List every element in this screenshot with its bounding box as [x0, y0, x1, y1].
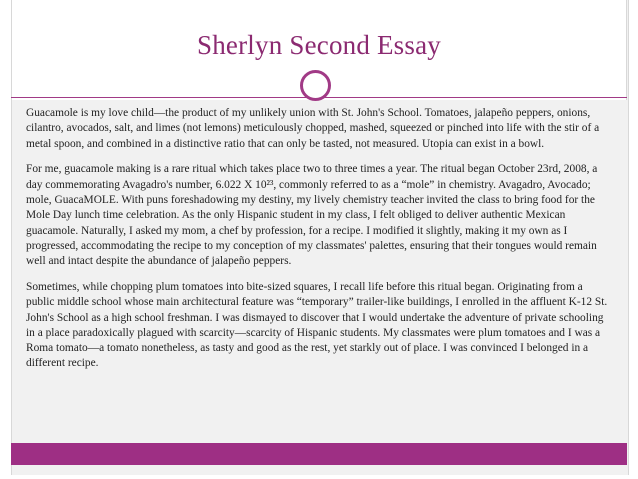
essay-body [26, 106, 614, 382]
footer-bar [11, 443, 627, 465]
paragraph: Guacamole is my love child—the product of my unlikely union with St. John's School. Tomatoes, jalapeño peppers, onions, cilantro, avocados, salt, and limes (not lemons) meticulously chopped, mashed, squeezed or pinched into life with the stir of a metal spoon, and combined in a distinctive ratio that can only be tasted, not measured. Utopia can exist in a bowl. [26, 107, 600, 150]
paragraph: Sometimes, while chopping plum tomatoes into bite-sized squares, I recall life before this ritual began. Originating from a public middle school whose main architectural feature was “temporary” trailer-like buildings, I enrolled in the affluent K-12 St. John's School as a high school freshman. I was dismayed to discover that I would undertake the adventure of private schooling in a place paradoxically plagued with scarcity—scarcity of Hispanic students. My classmates were plum tomatoes and I was a Roma tomato—a tomato nonetheless, as tasty and good as the rest, yet starkly out of place. I was convinced I belonged in a different recipe. [26, 280, 608, 370]
circle-ornament-icon [300, 70, 331, 101]
paragraph: For me, guacamole making is a rare ritual which takes place two to three times a year. The ritual began October 23rd, 2008, a day commemorating Avagadro's number, 6.022 X 10²³, commonly referred to as a “mole” in chemistry. Avagadro, Avocado; mole, GuacaMOLE. With puns foreshadowing my destiny, my lively chemistry teacher invited the class to bring food for the Mole Day lunch time celebration. As the only Hispanic student in my class, I felt obliged to deliver authentic Mexican guacamole. Naturally, I asked my mom, a chef by profession, for a recipe. I modified it slightly, making it my own as I progressed, accommodating the recipe to my conception of my classmates' palettes, ensuring that their tongues would remain well and intact despite the abundance of jalapeño peppers. [26, 163, 598, 268]
slide-title: Sherlyn Second Essay [197, 30, 441, 60]
